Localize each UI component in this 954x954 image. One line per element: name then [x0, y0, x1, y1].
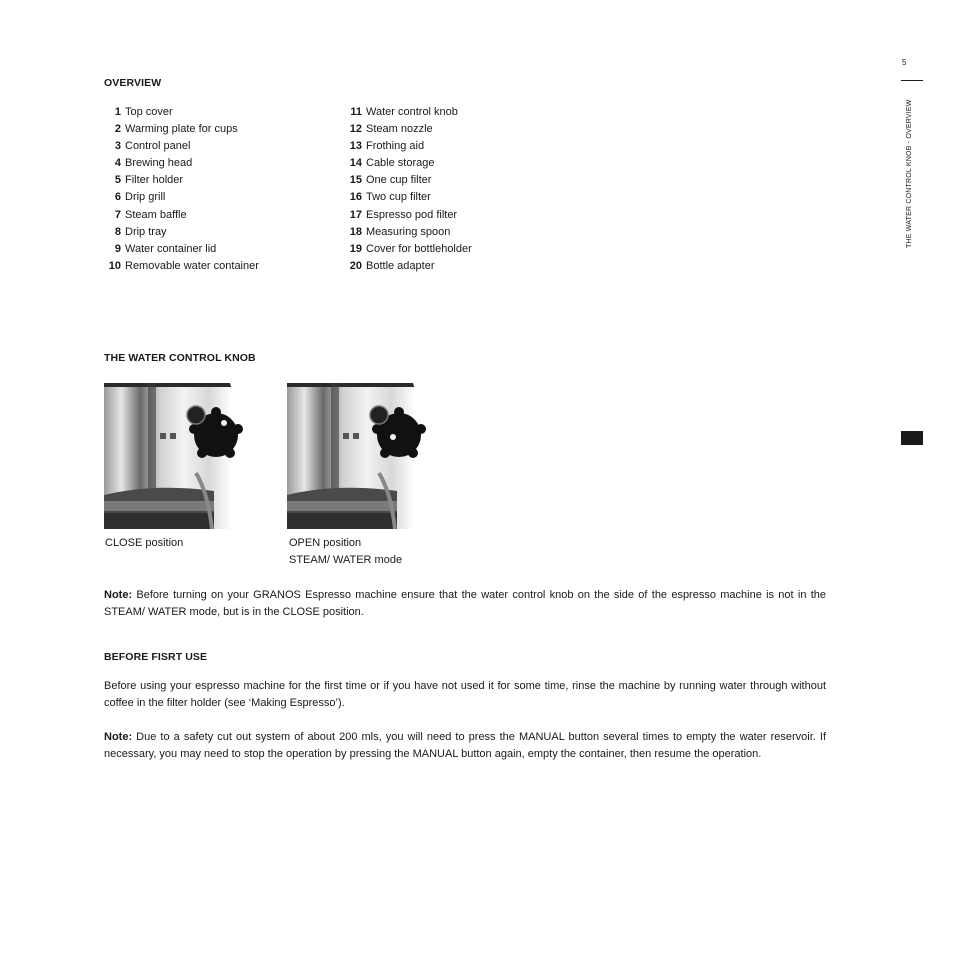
part-number: 20: [349, 259, 362, 272]
parts-list-item: [100, 207, 259, 224]
part-label: Brewing head: [125, 157, 193, 170]
open-position-caption: [289, 535, 402, 569]
parts-list-item: [100, 155, 259, 172]
part-number: 18: [349, 225, 362, 238]
parts-list-item: [100, 241, 259, 258]
note-safety-cutout: [104, 729, 826, 763]
note-water-knob: [104, 587, 826, 621]
parts-list-item: [100, 189, 259, 206]
part-number: 13: [349, 140, 362, 153]
part-number: 19: [349, 242, 362, 255]
part-number: 16: [349, 191, 362, 204]
part-label: One cup filter: [366, 174, 432, 187]
parts-list-right: [341, 104, 472, 275]
part-number: 3: [114, 140, 121, 153]
note-label: Note:: [104, 731, 133, 743]
knob-open-photo: [287, 383, 432, 529]
part-number: 12: [349, 123, 362, 136]
parts-list-item: [100, 172, 259, 189]
part-number: 17: [349, 208, 362, 221]
part-label: Drip grill: [125, 191, 166, 204]
part-number: 8: [114, 225, 121, 238]
section-tab-marker: [901, 431, 923, 445]
part-label: Drip tray: [125, 225, 167, 238]
part-label: Cable storage: [366, 157, 435, 170]
part-number: 2: [114, 123, 121, 136]
note-text: Before turning on your GRANOS Espresso machine ensure that the water control knob on the side of the espresso machine is not in the STEAM/ WATER mode, but is in the CLOSE position.: [104, 589, 826, 618]
part-number: 7: [114, 208, 121, 221]
overview-heading: OVERVIEW: [104, 77, 162, 89]
part-label: Two cup filter: [366, 191, 431, 204]
knob-close-photo: [104, 383, 249, 529]
before-first-use-heading: BEFORE FISRT USE: [104, 651, 208, 663]
before-first-use-paragraph: Before using your espresso machine for the first time or if you have not used it for some time, rinse the machine by running water through without coffee in the filter holder (see ‘Making Espresso’).: [104, 680, 826, 709]
parts-list-item: [100, 258, 259, 275]
part-label: Removable water container: [125, 259, 259, 272]
part-label: Espresso pod filter: [366, 208, 458, 221]
parts-list-item: [341, 258, 472, 275]
tab-rule: [901, 80, 923, 81]
part-number: 1: [114, 106, 121, 118]
part-label: Steam baffle: [125, 208, 187, 221]
part-label: Top cover: [125, 106, 173, 118]
part-number: 5: [114, 174, 121, 187]
part-number: 4: [114, 157, 121, 170]
part-label: Steam nozzle: [366, 123, 433, 136]
part-number: 6: [114, 191, 121, 204]
part-number: 10: [108, 259, 121, 272]
parts-list-item: [341, 155, 472, 172]
part-number: 11: [350, 106, 362, 118]
parts-list-item: [341, 138, 472, 155]
part-label: Control panel: [125, 140, 191, 153]
close-position-caption: CLOSE position: [105, 537, 184, 549]
parts-list-item: [341, 172, 472, 189]
parts-list-item: [341, 241, 472, 258]
open-position-caption-line2: STEAM/ WATER mode: [289, 554, 403, 566]
part-label: Water control knob: [366, 106, 458, 118]
part-label: Water container lid: [125, 242, 217, 255]
note-text: Due to a safety cut out system of about 200 mls, you will need to press the MANUAL button several times to empty the water reservoir. If necessary, you may need to stop the operation by pressing the MANUAL button again, empty the container, then resume the operation.: [104, 731, 826, 760]
part-label: Filter holder: [125, 174, 184, 187]
parts-list-item: [341, 207, 472, 224]
parts-list-item: [341, 189, 472, 206]
part-label: Bottle adapter: [366, 259, 435, 272]
page-number: 5: [902, 58, 907, 67]
part-number: 9: [114, 242, 121, 255]
open-position-caption-line1: OPEN position: [289, 537, 362, 549]
part-number: 14: [349, 157, 362, 170]
note-label: Note:: [104, 589, 133, 601]
part-label: Cover for bottleholder: [366, 242, 472, 255]
part-label: Warming plate for cups: [125, 123, 238, 136]
water-knob-heading: THE WATER CONTROL KNOB: [104, 352, 256, 364]
parts-list-item: [100, 104, 259, 121]
part-label: Measuring spoon: [366, 225, 451, 238]
parts-list-item: [100, 224, 259, 241]
section-side-title: THE WATER CONTROL KNOB - OVERVIEW: [906, 99, 913, 248]
parts-list-item: [341, 104, 472, 121]
parts-list-item: [341, 121, 472, 138]
part-label: Frothing aid: [366, 140, 425, 153]
parts-list-item: [100, 121, 259, 138]
parts-list-item: [341, 224, 472, 241]
parts-list-item: [100, 138, 259, 155]
parts-list-left: [100, 104, 259, 275]
part-number: 15: [349, 174, 362, 187]
